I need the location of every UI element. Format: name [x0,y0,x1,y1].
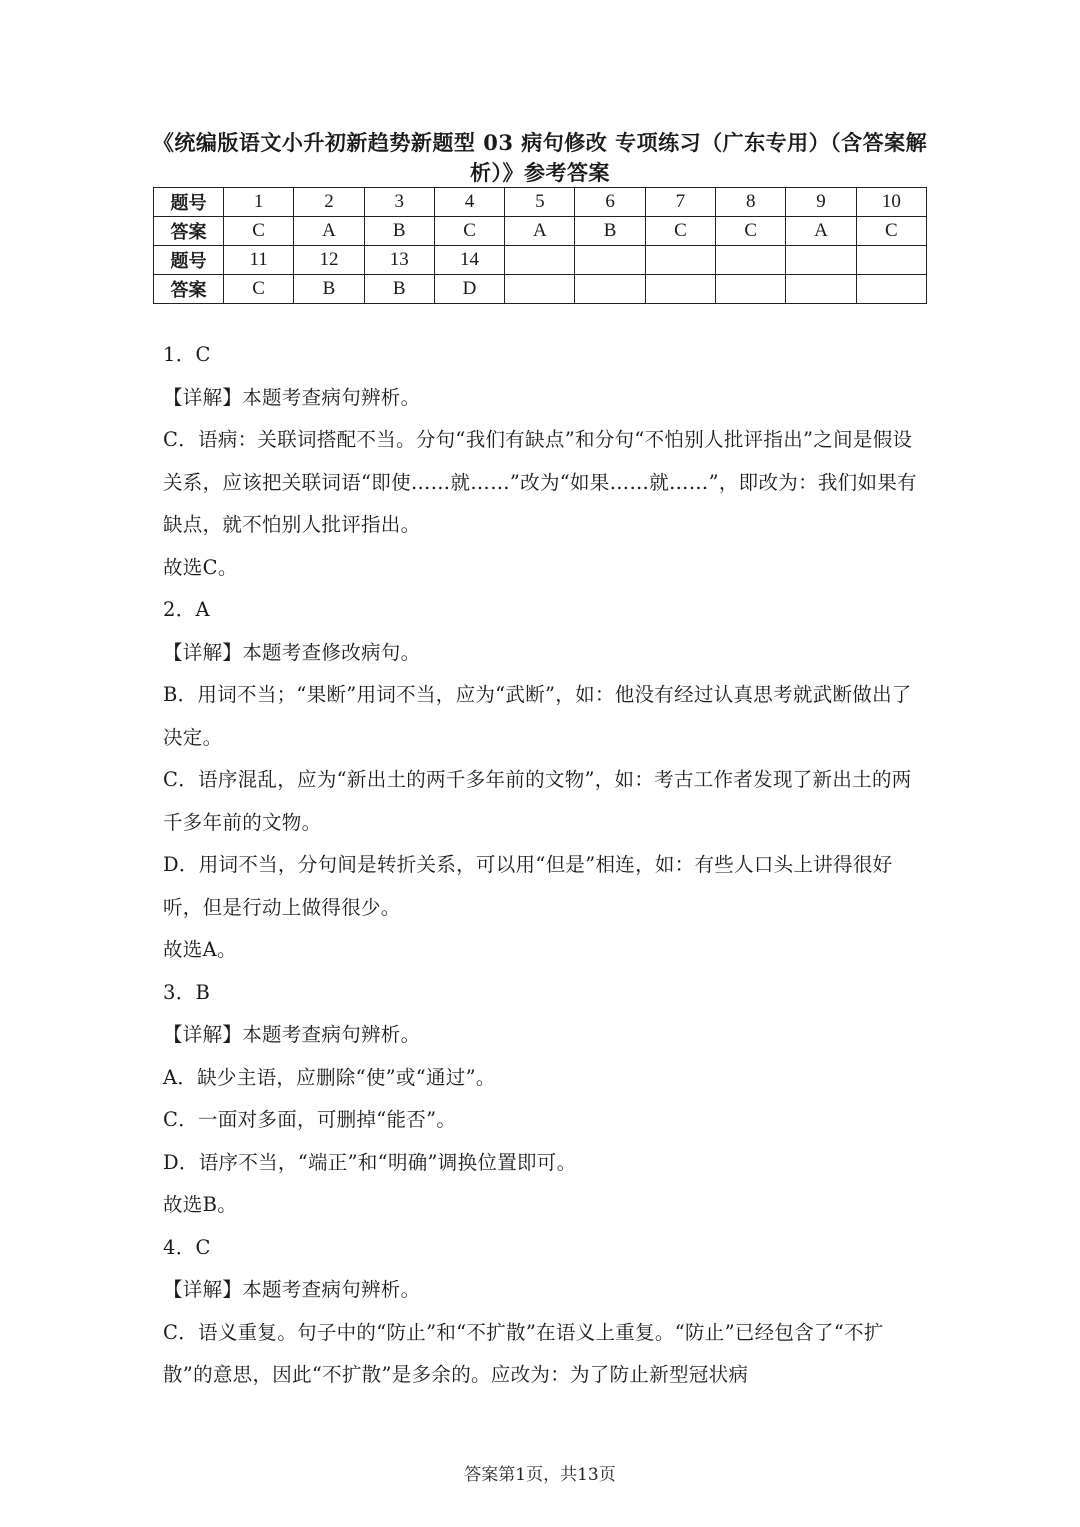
table-cell [575,275,645,304]
paragraph: D．用词不当，分句间是转折关系，可以用“但是”相连，如：有些人口头上讲得很好听，但是行动上做得很少。 [163,853,893,919]
table-cell: C [224,275,294,304]
paragraph: 【详解】本题考查修改病句。 [163,640,421,664]
answer-table [153,187,927,304]
table-cell: 13 [364,246,434,275]
paragraph: B．用词不当；“果断”用词不当，应为“武断”，如：他没有经过认真思考就武断做出了决定。 [163,683,912,749]
table-cell: 题号 [154,188,224,217]
table-cell [856,275,926,304]
table-cell: 9 [786,188,856,217]
table-cell [575,246,645,275]
table-cell: 2 [294,188,364,217]
table-cell [786,275,856,304]
table-cell [645,246,715,275]
paragraph: 【详解】本题考查病句辨析。 [163,1278,421,1301]
table-cell: 答案 [154,275,224,304]
table-row [154,188,927,217]
table-row [154,275,927,304]
table-cell: 答案 [154,217,224,246]
table-cell [856,246,926,275]
table-cell: B [294,275,364,304]
table-cell: B [364,275,434,304]
table-cell: C [434,217,504,246]
paragraph: 故选C。 [163,555,238,579]
table-cell [786,246,856,275]
table-cell: 3 [364,188,434,217]
table-cell: 12 [294,246,364,275]
paragraph: 2．A [163,598,210,621]
table-cell: A [786,217,856,246]
table-cell: 8 [716,188,786,217]
page-title: 《统编版语文小升初新趋势新题型 03 病句修改 专项练习（广东专用）（含答案解析）》参考答案 [152,130,928,185]
paragraph: A．缺少主语，应删除“使”或“通过”。 [163,1065,496,1089]
table-cell: C [716,217,786,246]
table-cell [505,246,575,275]
paragraph: 【详解】本题考查病句辨析。 [163,385,421,409]
paragraph: C．语病：关联词搭配不当。分句“我们有缺点”和分句“不怕别人批评指出”之间是假设关系，应该把关联词语“即使……就……”改为“如果……就……”，即改为：我们如果有缺点，就不怕别人批评指出。 [163,428,917,536]
answer-explanations [163,334,923,1397]
table-cell: D [434,275,504,304]
paragraph: 4．C [163,1235,211,1259]
table-cell [645,275,715,304]
paragraph: 故选A。 [163,938,237,961]
table-row [154,217,927,246]
table-cell [716,275,786,304]
table-cell: A [294,217,364,246]
table-cell: B [364,217,434,246]
paragraph: C．语序混乱，应为“新出土的两千多年前的文物”，如：考古工作者发现了新出土的两千多年前的文物。 [163,768,912,834]
table-cell: 11 [224,246,294,275]
table-cell: 题号 [154,246,224,275]
paragraph: 3．B [163,980,211,1004]
table-cell: 4 [434,188,504,217]
table-cell: 10 [856,188,926,217]
table-cell [716,246,786,275]
table-cell: 6 [575,188,645,217]
table-cell: 7 [645,188,715,217]
table-cell: C [645,217,715,246]
table-cell: C [224,217,294,246]
paragraph: C．语义重复。句子中的“防止”和“不扩散”在语义上重复。“防止”已经包含了“不扩散”的意思，因此“不扩散”是多余的。应改为：为了防止新型冠状病 [163,1320,884,1386]
table-cell: 14 [434,246,504,275]
paragraph: 故选B。 [163,1193,238,1216]
page-footer: 答案第1页，共13页 [464,1465,616,1485]
paragraph: 1．C [163,343,211,366]
table-cell: 5 [505,188,575,217]
table-cell: B [575,217,645,246]
table-cell: C [856,217,926,246]
paragraph: D．语序不当，“端正”和“明确”调换位置即可。 [163,1150,577,1174]
paragraph: 【详解】本题考查病句辨析。 [163,1023,421,1046]
table-cell: 1 [224,188,294,217]
table-cell: A [505,217,575,246]
table-cell [505,275,575,304]
paragraph: C．一面对多面，可删掉“能否”。 [163,1108,457,1131]
table-row [154,246,927,275]
